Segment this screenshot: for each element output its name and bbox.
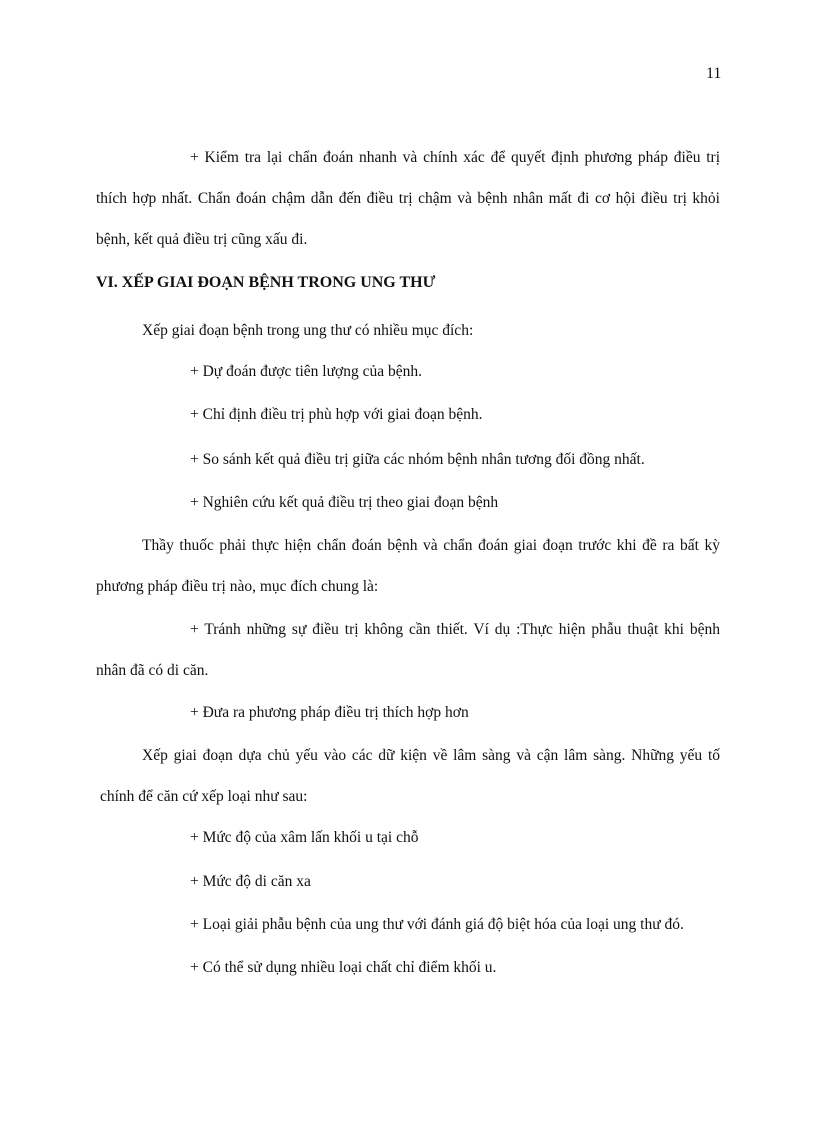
section-heading: VI. XẾP GIAI ĐOẠN BỆNH TRONG UNG THƯ (96, 274, 436, 291)
purpose-item: + Chỉ định điều trị phù hợp với giai đoạn bệnh. (190, 406, 483, 423)
goal-1-line-2: nhân đã có di căn. (96, 662, 209, 679)
purpose-item: + Dự đoán được tiên lượng của bệnh. (190, 363, 422, 380)
purpose-intro: Xếp giai đoạn bệnh trong ung thư có nhiều mục đích: (142, 322, 474, 339)
intro-line-3: bệnh, kết quả điều trị cũng xấu đi. (96, 231, 308, 248)
goal-2: + Đưa ra phương pháp điều trị thích hợp hơn (190, 704, 469, 721)
paragraph-3-line-1: Xếp giai đoạn dựa chủ yếu vào các dữ kiện về lâm sàng và cận lâm sàng. Những yếu tố (142, 747, 720, 764)
intro-line-1: + Kiểm tra lại chẩn đoán nhanh và chính xác để quyết định phương pháp điều trị (190, 149, 720, 166)
purpose-item: + So sánh kết quả điều trị giữa các nhóm bệnh nhân tương đối đồng nhất. (190, 451, 645, 468)
purpose-item: + Nghiên cứu kết quả điều trị theo giai đoạn bệnh (190, 494, 499, 511)
intro-line-2: thích hợp nhất. Chẩn đoán chậm dẫn đến điều trị chậm và bệnh nhân mất đi cơ hội điều trị khỏi (96, 190, 720, 207)
goal-1-line-1: + Tránh những sự điều trị không cần thiết. Ví dụ :Thực hiện phẫu thuật khi bệnh (190, 621, 720, 638)
factor-item: + Loại giải phẫu bệnh của ung thư với đánh giá độ biệt hóa của loại ung thư đó. (190, 916, 684, 933)
factor-item: + Có thể sử dụng nhiều loại chất chỉ điểm khối u. (190, 959, 497, 976)
paragraph-2-line-1: Thầy thuốc phải thực hiện chẩn đoán bệnh và chẩn đoán giai đoạn trước khi đề ra bất kỳ (142, 537, 720, 554)
paragraph-2-line-2: phương pháp điều trị nào, mục đích chung là: (96, 578, 379, 595)
factor-item: + Mức độ di căn xa (190, 873, 311, 890)
paragraph-3-line-2: chính để căn cứ xếp loại như sau: (100, 788, 308, 805)
page-number: 11 (706, 65, 722, 82)
factor-item: + Mức độ của xâm lấn khối u tại chỗ (190, 829, 419, 846)
